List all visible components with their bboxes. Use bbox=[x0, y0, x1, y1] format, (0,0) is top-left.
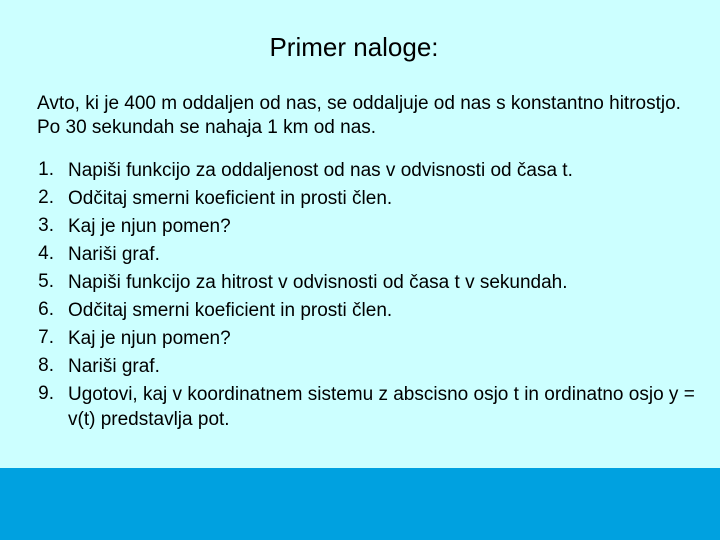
list-item bbox=[0, 156, 720, 184]
list-item-text: Napiši funkcijo za oddaljenost od nas v odvisnosti od časa t. bbox=[68, 160, 573, 181]
list-item-text: Odčitaj smerni koeficient in prosti člen. bbox=[68, 300, 393, 321]
footer-band bbox=[0, 468, 720, 540]
list-item-text: Odčitaj smerni koeficient in prosti člen. bbox=[68, 188, 393, 209]
list-item-number: 3. bbox=[38, 215, 54, 236]
list-item bbox=[0, 352, 720, 380]
list-item-number: 9. bbox=[38, 383, 54, 404]
list-item bbox=[0, 212, 720, 240]
slide-title: Primer naloge: bbox=[269, 32, 439, 62]
list-item-text: Kaj je njun pomen? bbox=[68, 328, 231, 349]
list-item-text: Napiši funkcijo za hitrost v odvisnosti od časa t v sekundah. bbox=[68, 272, 568, 293]
intro-paragraph: Avto, ki je 400 m oddaljen od nas, se oddaljuje od nas s konstantno hitrostjo. Po 30 sekundah se nahaja 1 km od nas. bbox=[37, 93, 681, 138]
list-item bbox=[0, 268, 720, 296]
list-item-number: 2. bbox=[38, 187, 54, 208]
list-item-number: 6. bbox=[38, 299, 54, 320]
task-list bbox=[0, 156, 720, 433]
list-item bbox=[0, 240, 720, 268]
list-item bbox=[0, 296, 720, 324]
list-item bbox=[0, 324, 720, 352]
list-item-text: Nariši graf. bbox=[68, 356, 160, 377]
list-item-text: Kaj je njun pomen? bbox=[68, 216, 231, 237]
list-item-number: 7. bbox=[38, 327, 54, 348]
list-item bbox=[0, 380, 720, 433]
list-item-text: Ugotovi, kaj v koordinatnem sistemu z abscisno osjo t in ordinatno osjo y = v(t) predstavlja pot. bbox=[68, 384, 695, 430]
list-item-number: 5. bbox=[38, 271, 54, 292]
list-item-text: Nariši graf. bbox=[68, 244, 160, 265]
list-item-number: 8. bbox=[38, 355, 54, 376]
list-item-number: 4. bbox=[38, 243, 54, 264]
list-item bbox=[0, 184, 720, 212]
list-item-number: 1. bbox=[38, 159, 54, 180]
